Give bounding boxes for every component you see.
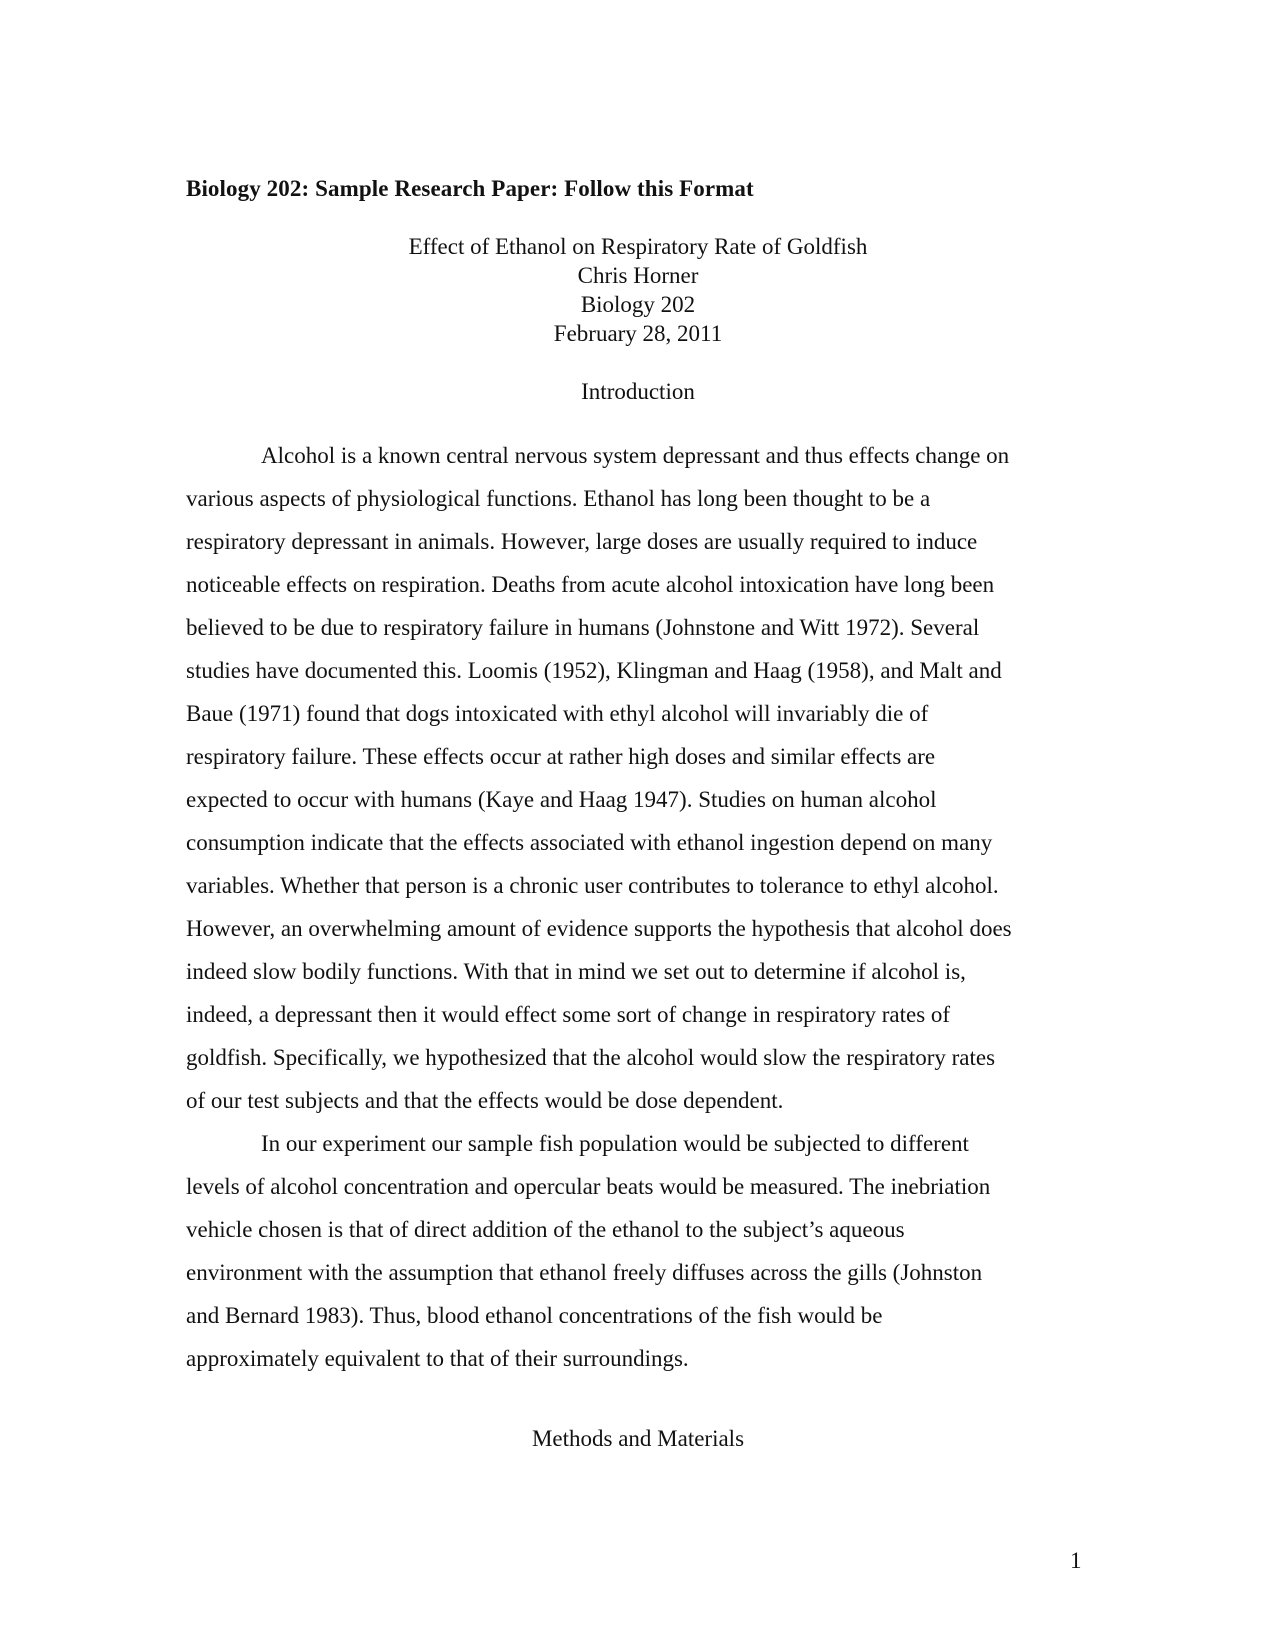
body-line: levels of alcohol concentration and opercular beats would be measured. The inebriation — [186, 1174, 991, 1199]
title-block — [186, 232, 1090, 348]
body-line: consumption indicate that the effects associated with ethanol ingestion depend on many — [186, 830, 993, 855]
body-line: vehicle chosen is that of direct addition of the ethanol to the subject’s aqueous — [186, 1217, 905, 1242]
introduction-heading: Introduction — [581, 379, 695, 404]
author-name: Chris Horner — [577, 263, 699, 288]
body-line: respiratory depressant in animals. However, large doses are usually required to induce — [186, 529, 978, 554]
course-header: Biology 202: Sample Research Paper: Follow this Format — [186, 176, 754, 201]
body-line: and Bernard 1983). Thus, blood ethanol concentrations of the fish would be — [186, 1303, 883, 1328]
body-line: environment with the assumption that ethanol freely diffuses across the gills (Johnston — [186, 1260, 983, 1285]
body-line: Alcohol is a known central nervous system depressant and thus effects change on — [261, 443, 1010, 468]
body-line: indeed slow bodily functions. With that in mind we set out to determine if alcohol is, — [186, 959, 966, 984]
body-line: indeed, a depressant then it would effect some sort of change in respiratory rates of — [186, 1002, 951, 1027]
page-number: 1 — [1070, 1548, 1082, 1573]
body-line: expected to occur with humans (Kaye and Haag 1947). Studies on human alcohol — [186, 787, 937, 812]
body-line: Baue (1971) found that dogs intoxicated with ethyl alcohol will invariably die of — [186, 701, 929, 726]
body-line: However, an overwhelming amount of evidence supports the hypothesis that alcohol does — [186, 916, 1012, 941]
body-line: believed to be due to respiratory failure in humans (Johnstone and Witt 1972). Several — [186, 615, 980, 640]
body-line: variables. Whether that person is a chronic user contributes to tolerance to ethyl alcohol. — [186, 873, 999, 898]
body-line: goldfish. Specifically, we hypothesized that the alcohol would slow the respiratory rates — [186, 1045, 996, 1070]
introduction-body — [186, 434, 1090, 1380]
paper-date: February 28, 2011 — [553, 321, 723, 346]
body-line: studies have documented this. Loomis (1952), Klingman and Haag (1958), and Malt and — [186, 658, 1002, 683]
course-name: Biology 202 — [580, 292, 696, 317]
body-line: noticeable effects on respiration. Deaths from acute alcohol intoxication have long been — [186, 572, 995, 597]
body-line: approximately equivalent to that of their surroundings. — [186, 1346, 689, 1371]
body-line: various aspects of physiological functions. Ethanol has long been thought to be a — [186, 486, 931, 511]
body-line: of our test subjects and that the effects would be dose dependent. — [186, 1088, 784, 1113]
methods-heading: Methods and Materials — [531, 1426, 745, 1451]
body-line: In our experiment our sample fish population would be subjected to different — [261, 1131, 969, 1156]
body-line: respiratory failure. These effects occur at rather high doses and similar effects are — [186, 744, 936, 769]
paper-title: Effect of Ethanol on Respiratory Rate of Goldfish — [408, 234, 868, 259]
